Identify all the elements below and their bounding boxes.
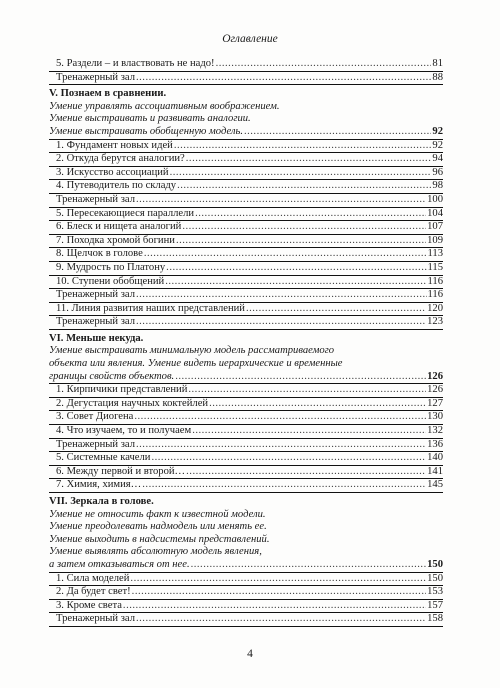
chapter-entries [49,573,443,627]
table-of-contents [49,58,443,627]
entry-page: 136 [427,438,443,450]
entry-page: 94 [432,153,443,165]
entry-title: 10. Ступени обобщений [56,275,165,287]
toc-entry[interactable] [49,289,443,303]
entry-page: 145 [427,479,443,491]
toc-entry[interactable] [49,398,443,412]
toc-entry[interactable] [49,140,443,154]
leader-dots [151,452,426,465]
entry-page: 150 [427,572,443,584]
entry-title: 2. Дегустация научных коктейлей [56,397,209,409]
toc-entry[interactable] [49,586,443,600]
entry-page: 157 [427,599,443,611]
running-header: Оглавление [222,33,278,45]
leader-dots [188,384,426,397]
entry-title: 5. Системные качели [56,452,151,464]
toc-entry[interactable] [49,466,443,480]
leader-dots [132,586,426,599]
entry-page: 158 [427,613,443,625]
entry-page: 153 [427,586,443,598]
entry-title: 6. Между первой и второй… [56,465,186,477]
toc-entry[interactable] [49,411,443,425]
chapter-entries [49,140,443,330]
toc-entry[interactable] [49,248,443,262]
toc-entry[interactable] [49,167,443,181]
entry-title: 7. Химия, химия… [56,479,142,491]
entry-title: Тренажерный зал [56,438,135,450]
chapter-subtitle: объекта или явления. Умение видеть иерархические и временные [49,358,343,370]
leader-dots [170,167,432,180]
toc-entry[interactable] [49,153,443,167]
entry-page: 130 [427,411,443,423]
entry-title: Тренажерный зал [56,613,135,625]
leader-dots [165,276,426,289]
entry-title: 4. Что изучаем, то и получаем [56,425,192,437]
entry-title: 6. Блеск и нищета аналогий [56,221,182,233]
leader-dots [144,248,427,261]
entry-page: 126 [427,384,443,396]
toc-entry[interactable] [49,600,443,614]
chapter-lead-entry[interactable] [49,371,443,385]
toc-entry[interactable] [49,452,443,466]
leader-dots [244,126,431,139]
leader-dots [182,221,426,234]
leader-dots [136,439,426,452]
entry-page: 104 [427,207,443,219]
toc-entry[interactable] [49,276,443,290]
chapter-lead-entry[interactable] [49,559,443,573]
entry-title: 9. Мудрость по Платону [56,261,166,273]
toc-entry[interactable] [49,208,443,222]
leader-dots [186,466,426,479]
entry-page: 123 [427,316,443,328]
entry-page: 96 [432,166,443,178]
entry-title: 7. Походка хромой богини [56,234,175,246]
entry-page: 92 [432,125,443,137]
entry-page: 116 [427,275,443,287]
chapter-title[interactable]: VI. Меньше некуда. [49,332,144,344]
leader-dots [177,180,431,193]
leader-dots [176,235,426,248]
chapter-subtitle: Умение управлять ассоциативным воображением. [49,100,280,112]
leader-dots [191,559,427,572]
leader-dots [209,398,426,411]
leader-dots [175,371,426,384]
chapter-lead-entry[interactable] [49,126,443,140]
leader-dots [192,425,426,438]
toc-entry[interactable] [49,180,443,194]
chapter-subtitle: Умение выявлять абсолютную модель явления, [49,546,262,558]
entry-title: Тренажерный зал [56,316,135,328]
chapter-subtitle: Умение выстраивать и развивать аналогии. [49,113,251,125]
chapter-subtitle: Умение выстраивать минимальную модель рассматриваемого [49,345,335,357]
chapter-entries [49,384,443,493]
entry-title: Тренажерный зал [56,289,135,301]
toc-entry[interactable] [49,439,443,453]
entry-title: 1. Сила моделей [56,572,130,584]
leader-dots [216,58,432,71]
leader-dots [123,600,426,613]
entry-page: 150 [427,558,443,570]
entry-title: Тренажерный зал [56,71,135,83]
leader-dots [195,208,426,221]
entry-page: 81 [432,58,443,69]
entry-title: 11. Линия развития наших представлений [56,302,245,314]
entry-page: 120 [427,302,443,314]
toc-entry[interactable] [49,384,443,398]
leader-dots [142,479,426,492]
entry-page: 109 [427,234,443,246]
toc-entry[interactable] [49,425,443,439]
entry-title: 5. Пересекающиеся параллели [56,207,195,219]
entry-title: 3. Кроме света [56,599,122,611]
toc-entry[interactable] [49,72,443,86]
entry-title: 3. Искусство ассоциаций [56,166,169,178]
entry-title: Тренажерный зал [56,193,135,205]
chapter-subtitle: Умение преодолевать надмодель или менять ее. [49,521,267,533]
toc-entry[interactable] [49,221,443,235]
toc-entry[interactable] [49,613,443,627]
toc-entry[interactable] [49,58,443,72]
entry-page: 107 [427,221,443,233]
leader-dots [246,303,426,316]
leader-dots [136,194,426,207]
page-number: 4 [247,648,253,660]
toc-entry[interactable] [49,303,443,317]
entry-page: 115 [427,261,443,273]
entry-page: 141 [427,465,443,477]
leader-dots [166,262,426,275]
entry-page: 127 [427,397,443,409]
entry-title: 1. Фундамент новых идей [56,139,173,151]
chapter-subtitle: Умение не относить факт к известной модели. [49,508,266,520]
entry-page: 132 [427,425,443,437]
toc-entry[interactable] [49,479,443,493]
toc-entry[interactable] [49,316,443,330]
entry-page: 98 [432,180,443,192]
entry-page: 88 [432,71,443,83]
entry-page: 100 [427,193,443,205]
entry-title: 1. Кирпичики представлений [56,384,188,396]
entry-page: 113 [427,248,443,260]
leader-dots [174,140,432,153]
chapter-title[interactable]: VII. Зеркала в голове. [49,496,154,507]
toc-entry[interactable] [49,573,443,587]
leader-dots [186,153,432,166]
entry-title: а затем отказываться от нее. [49,558,190,570]
entry-title: 3. Совет Диогена [56,411,134,423]
chapter-subtitle: Умение выходить в надсистемы представлений. [49,533,270,545]
toc-entry[interactable] [49,235,443,249]
entry-page: 116 [427,289,443,301]
entry-title: 8. Щелчок в голове [56,248,143,260]
entry-title: 2. Откуда берутся аналогии? [56,153,185,165]
leader-dots [136,72,431,85]
toc-entry[interactable] [49,194,443,208]
entry-page: 126 [427,370,443,382]
leader-dots [136,289,427,302]
entry-title: границы свойств объектов. [49,370,175,382]
chapter-title[interactable]: V. Познаем в сравнении. [49,88,167,100]
leader-dots [130,573,426,586]
entry-title: 4. Путеводитель по складу [56,180,177,192]
entry-page: 92 [432,139,443,151]
entry-title: 5. Раздели – и властвовать не надо! [56,58,215,69]
leader-dots [136,316,426,329]
entry-page: 140 [427,452,443,464]
entry-title: 2. Да будет свет! [56,586,131,598]
leader-dots [134,411,426,424]
toc-entry[interactable] [49,262,443,276]
leader-dots [136,613,426,626]
entry-title: Умение выстраивать обобщенную модель. [49,125,243,137]
